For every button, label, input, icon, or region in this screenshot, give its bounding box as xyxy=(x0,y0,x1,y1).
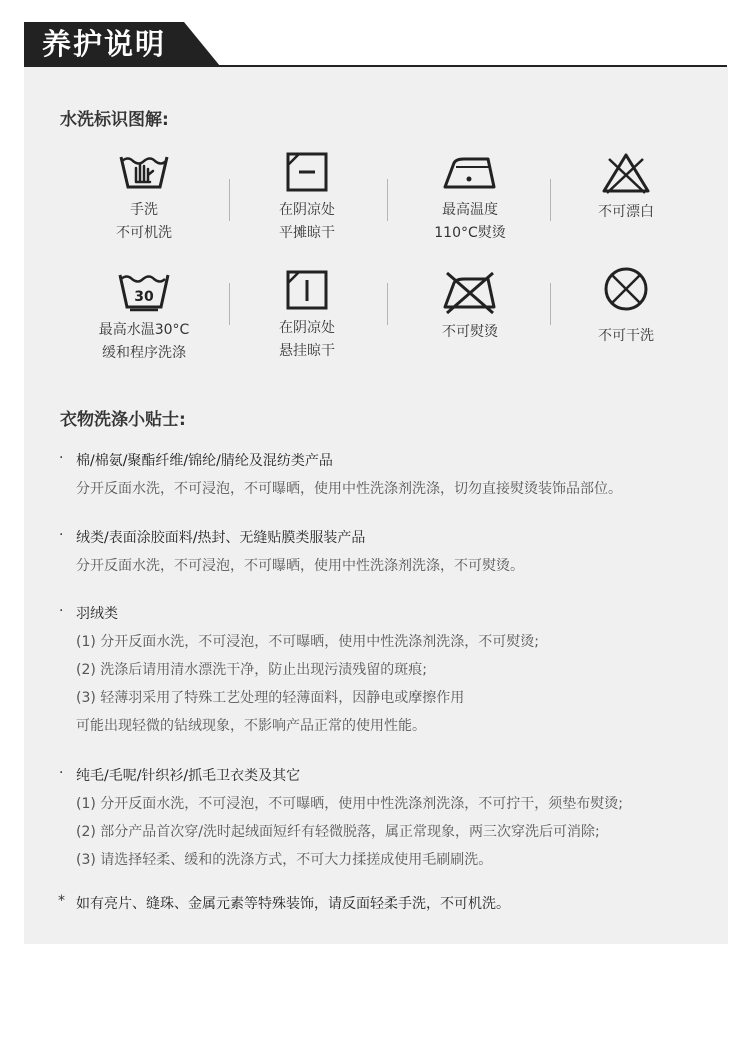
symbol-label-line: 不可熨烫 xyxy=(442,324,498,340)
tips-title: 衣物洗涤小贴士: xyxy=(60,410,186,430)
tip-line: (1) 分开反面水洗，不可浸泡，不可曝晒，使用中性洗涤剂洗涤，不可熨烫; xyxy=(76,634,539,650)
divider xyxy=(387,283,388,325)
symbol-no-bleach xyxy=(551,151,701,224)
symbol-no-dry-clean xyxy=(551,265,701,348)
symbol-label-line: 最高温度 xyxy=(442,202,498,218)
wash-30-icon xyxy=(117,269,171,313)
page-title: 养护说明 xyxy=(42,27,167,61)
divider xyxy=(229,283,230,325)
line-dry-shade-icon xyxy=(285,269,329,311)
symbol-wash-30 xyxy=(69,269,219,365)
tip-heading: 绒类/表面涂胶面料/热封、无缝贴膜类服装产品 xyxy=(76,530,366,546)
symbol-label-line: 手洗 xyxy=(130,202,158,218)
tip-line: (1) 分开反面水洗，不可浸泡，不可曝晒，使用中性洗涤剂洗涤，不可拧干，须垫布熨烫; xyxy=(76,796,623,812)
bullet: · xyxy=(59,765,64,781)
bullet: · xyxy=(59,603,64,619)
iron-icon xyxy=(442,151,498,193)
symbol-label-line: 110°C熨烫 xyxy=(434,225,506,241)
divider xyxy=(229,179,230,221)
no-iron-icon xyxy=(441,269,499,315)
tip-heading: 棉/棉氨/聚酯纤维/锦纶/腈纶及混纺类产品 xyxy=(76,453,333,469)
dry-flat-shade-icon xyxy=(285,151,329,193)
care-panel xyxy=(24,67,728,944)
symbol-label-line: 不可漂白 xyxy=(598,204,654,220)
symbol-dry-flat-shade xyxy=(232,151,382,245)
symbol-label-line: 不可机洗 xyxy=(116,225,172,241)
tip-heading: 羽绒类 xyxy=(76,606,118,622)
no-dry-clean-icon xyxy=(602,265,650,313)
symbol-label-line: 不可干洗 xyxy=(598,328,654,344)
no-bleach-icon xyxy=(601,151,651,195)
tip-line: (3) 请选择轻柔、缓和的洗涤方式，不可大力揉搓成使用毛刷刷洗。 xyxy=(76,852,493,868)
tip-line: 分开反面水洗，不可浸泡，不可曝晒，使用中性洗涤剂洗涤，不可熨烫。 xyxy=(76,558,524,574)
symbol-label-line: 在阴凉处 xyxy=(279,320,335,336)
wash-temp-text: 30 xyxy=(134,289,154,305)
tip-line: 分开反面水洗，不可浸泡，不可曝晒，使用中性洗涤剂洗涤，切勿直接熨烫装饰品部位。 xyxy=(76,481,622,497)
symbol-line-dry-shade xyxy=(232,269,382,363)
symbol-iron xyxy=(395,151,545,245)
note-text: 如有亮片、缝珠、金属元素等特殊装饰，请反面轻柔手洗，不可机洗。 xyxy=(76,896,510,912)
symbol-label-line: 缓和程序洗涤 xyxy=(102,345,186,361)
symbol-label-line: 最高水温30°C xyxy=(98,322,190,338)
note-marker: * xyxy=(58,893,65,909)
tip-line: 可能出现轻微的钻绒现象，不影响产品正常的使用性能。 xyxy=(76,718,426,734)
symbol-label-line: 悬挂晾干 xyxy=(279,343,335,359)
symbol-no-iron xyxy=(395,269,545,344)
bullet: · xyxy=(59,450,64,466)
wash-symbols-title: 水洗标识图解: xyxy=(60,110,169,130)
tip-line: (2) 部分产品首次穿/洗时起绒面短纤有轻微脱落，属正常现象，两三次穿洗后可消除; xyxy=(76,824,600,840)
symbol-label-line: 平摊晾干 xyxy=(279,225,335,241)
symbol-hand-wash xyxy=(69,151,219,245)
page-header xyxy=(24,22,727,66)
symbol-label-line: 在阴凉处 xyxy=(279,202,335,218)
hand-wash-icon xyxy=(118,151,170,193)
tip-line: (2) 洗涤后请用清水漂洗干净，防止出现污渍残留的斑痕; xyxy=(76,662,427,678)
bullet: · xyxy=(59,527,64,543)
tip-line: (3) 轻薄羽采用了特殊工艺处理的轻薄面料，因静电或摩擦作用 xyxy=(76,690,465,706)
tip-heading: 纯毛/毛呢/针织衫/抓毛卫衣类及其它 xyxy=(76,768,301,784)
divider xyxy=(387,179,388,221)
